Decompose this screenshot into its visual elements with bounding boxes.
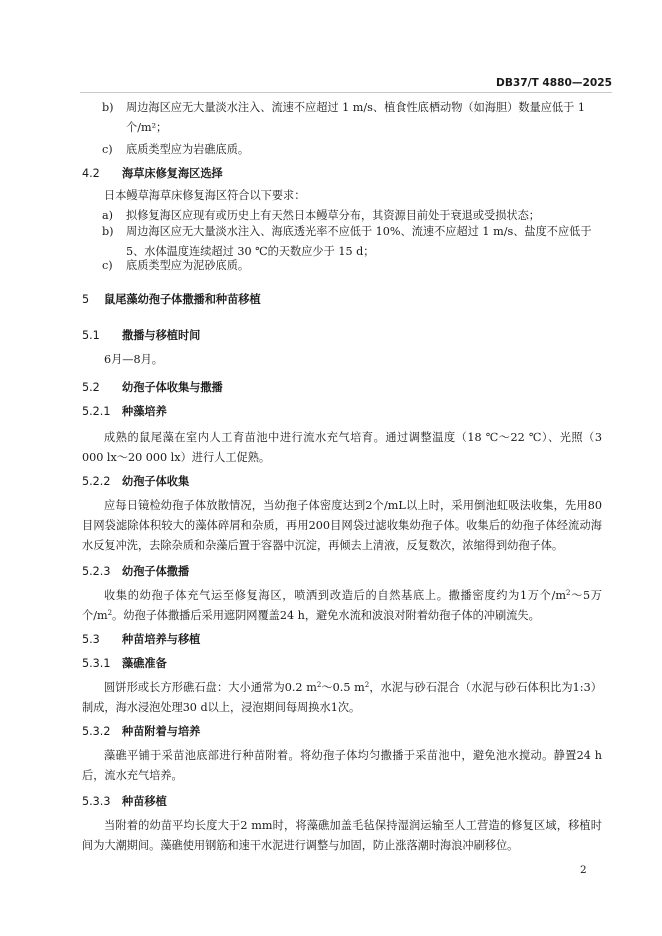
superscript: 2 [364, 681, 370, 689]
page-number: 2 [580, 864, 587, 876]
paragraph-text: 圆饼形或长方形礁石盘：大小通常为0.2 m [104, 681, 317, 694]
paragraph-text: ～5万个/m [82, 589, 602, 622]
list-item-text: 底质类型应为泥砂底质。 [126, 259, 250, 272]
list-item-text: 拟修复海区应现有或历史上有天然日本鳗草分布，其资源目前处于衰退或受损状态； [126, 209, 540, 222]
subsection-heading [82, 654, 167, 674]
subsection-title: 种苗附着与培养 [122, 725, 201, 738]
section-body: 6月—8月。 [104, 353, 163, 366]
subsection-heading [82, 562, 189, 582]
list-item [102, 98, 602, 138]
list-item-label: b) [102, 225, 114, 238]
section-title: 海草床修复海区选择 [122, 167, 223, 180]
superscript: 2 [565, 589, 571, 597]
chapter-heading [82, 290, 261, 310]
subsection-number: 5.3.3 [82, 795, 111, 808]
paragraph: 成熟的鼠尾藻在室内人工育苗池中进行流水充气培育。通过调整温度（18 ℃～22 ℃）、光照（3 000 lx～20 000 lx）进行人工促熟。 [82, 431, 602, 464]
subsection-title: 藻礁准备 [122, 657, 167, 670]
section-number: 5.3 [82, 633, 100, 646]
list-item [102, 256, 602, 276]
section-heading [82, 378, 223, 398]
section-number: 5.1 [82, 329, 100, 342]
subsection-title: 种苗移植 [122, 795, 167, 808]
paragraph-text: ，水泥与砂石混合（水泥与砂石体积比为1:3）制成，海水浸泡处理30 d以上，浸泡期间每周换水1次。 [82, 681, 602, 714]
subsection-title: 幼孢子体撒播 [122, 565, 190, 578]
subsection-number: 5.2.2 [82, 475, 111, 488]
chapter-title: 鼠尾藻幼孢子体撒播和种苗移植 [104, 293, 261, 306]
paragraph: 藻礁平铺于采苗池底部进行种苗附着。将幼孢子体均匀撒播于采苗池中，避免池水搅动。静置24 h后，流水充气培养。 [82, 749, 602, 782]
subsection-number: 5.3.1 [82, 657, 111, 670]
subsection-title: 种藻培养 [122, 405, 167, 418]
subsection-heading [82, 722, 200, 742]
section-title: 撒播与移植时间 [122, 329, 201, 342]
section-title: 种苗培养与移植 [122, 633, 201, 646]
section-heading [82, 164, 223, 184]
subsection-number: 5.2.3 [82, 565, 111, 578]
document-number: DB37/T 4880—2025 [496, 77, 612, 89]
paragraph: 当附着的幼苗平均长度大于2 mm时，将藻礁加盖毛毡保持湿润运输至人工营造的修复区域，移植时间为大潮期间。藻礁使用钢筋和速干水泥进行调整与加固，防止涨落潮时海浪冲刷移位。 [82, 819, 602, 852]
section-intro: 日本鳗草海草床修复海区符合以下要求： [104, 189, 306, 202]
section-heading [82, 630, 200, 650]
section-number: 5.2 [82, 381, 100, 394]
list-item-text: 周边海区应无大量淡水注入、流速不应超过 1 m/s、植食性底栖动物（如海胆）数量应低于 1 个/m²； [126, 101, 585, 134]
paragraph: 应每日镜检幼孢子体放散情况，当幼孢子体密度达到2个/mL以上时，采用倒池虹吸法收集，先用80目网袋滤除体积较大的藻体碎屑和杂质，再用200目网袋过滤收集幼孢子体。收集后的幼孢子体经流动海水反复冲洗，去除杂质和杂藻后置于容器中沉淀，再倾去上清液，反复数次，浓缩得到幼孢子体。 [82, 499, 602, 552]
list-item [102, 140, 602, 160]
chapter-number: 5 [82, 293, 90, 306]
list-item-label: c) [102, 143, 113, 156]
list-item-label: a) [102, 209, 114, 222]
paragraph-text: 收集的幼孢子体充气运至修复海区，喷洒到改造后的自然基底上。撒播密度约为1万个/m [104, 589, 566, 602]
subsection-heading [82, 472, 189, 492]
paragraph-text: 。幼孢子体撒播后采用遮阴网覆盖24 h，避免水流和波浪对附着幼孢子体的冲刷流失。 [112, 609, 540, 622]
subsection-title: 幼孢子体收集 [122, 475, 190, 488]
subsection-heading [82, 792, 167, 812]
section-number: 4.2 [82, 167, 100, 180]
paragraph [82, 678, 602, 718]
subsection-heading [82, 402, 167, 422]
list-item-text: 周边海区应无大量淡水注入、海底透光率不应低于 10%、流速不应超过 1 m/s、盐度不应低于 5、水体温度连续超过 30 ℃的天数应少于 15 d； [126, 225, 592, 258]
header-rule [80, 92, 612, 93]
paragraph-text: ～0.5 m [321, 681, 365, 694]
subsection-number: 5.3.2 [82, 725, 111, 738]
section-title: 幼孢子体收集与撒播 [122, 381, 223, 394]
paragraph [82, 586, 602, 626]
list-item-label: c) [102, 259, 113, 272]
list-item-label: b) [102, 101, 114, 114]
section-heading [82, 326, 200, 346]
list-item-text: 底质类型应为岩礁底质。 [126, 143, 250, 156]
superscript: 2 [316, 681, 322, 689]
superscript: 2 [107, 609, 113, 617]
subsection-number: 5.2.1 [82, 405, 111, 418]
